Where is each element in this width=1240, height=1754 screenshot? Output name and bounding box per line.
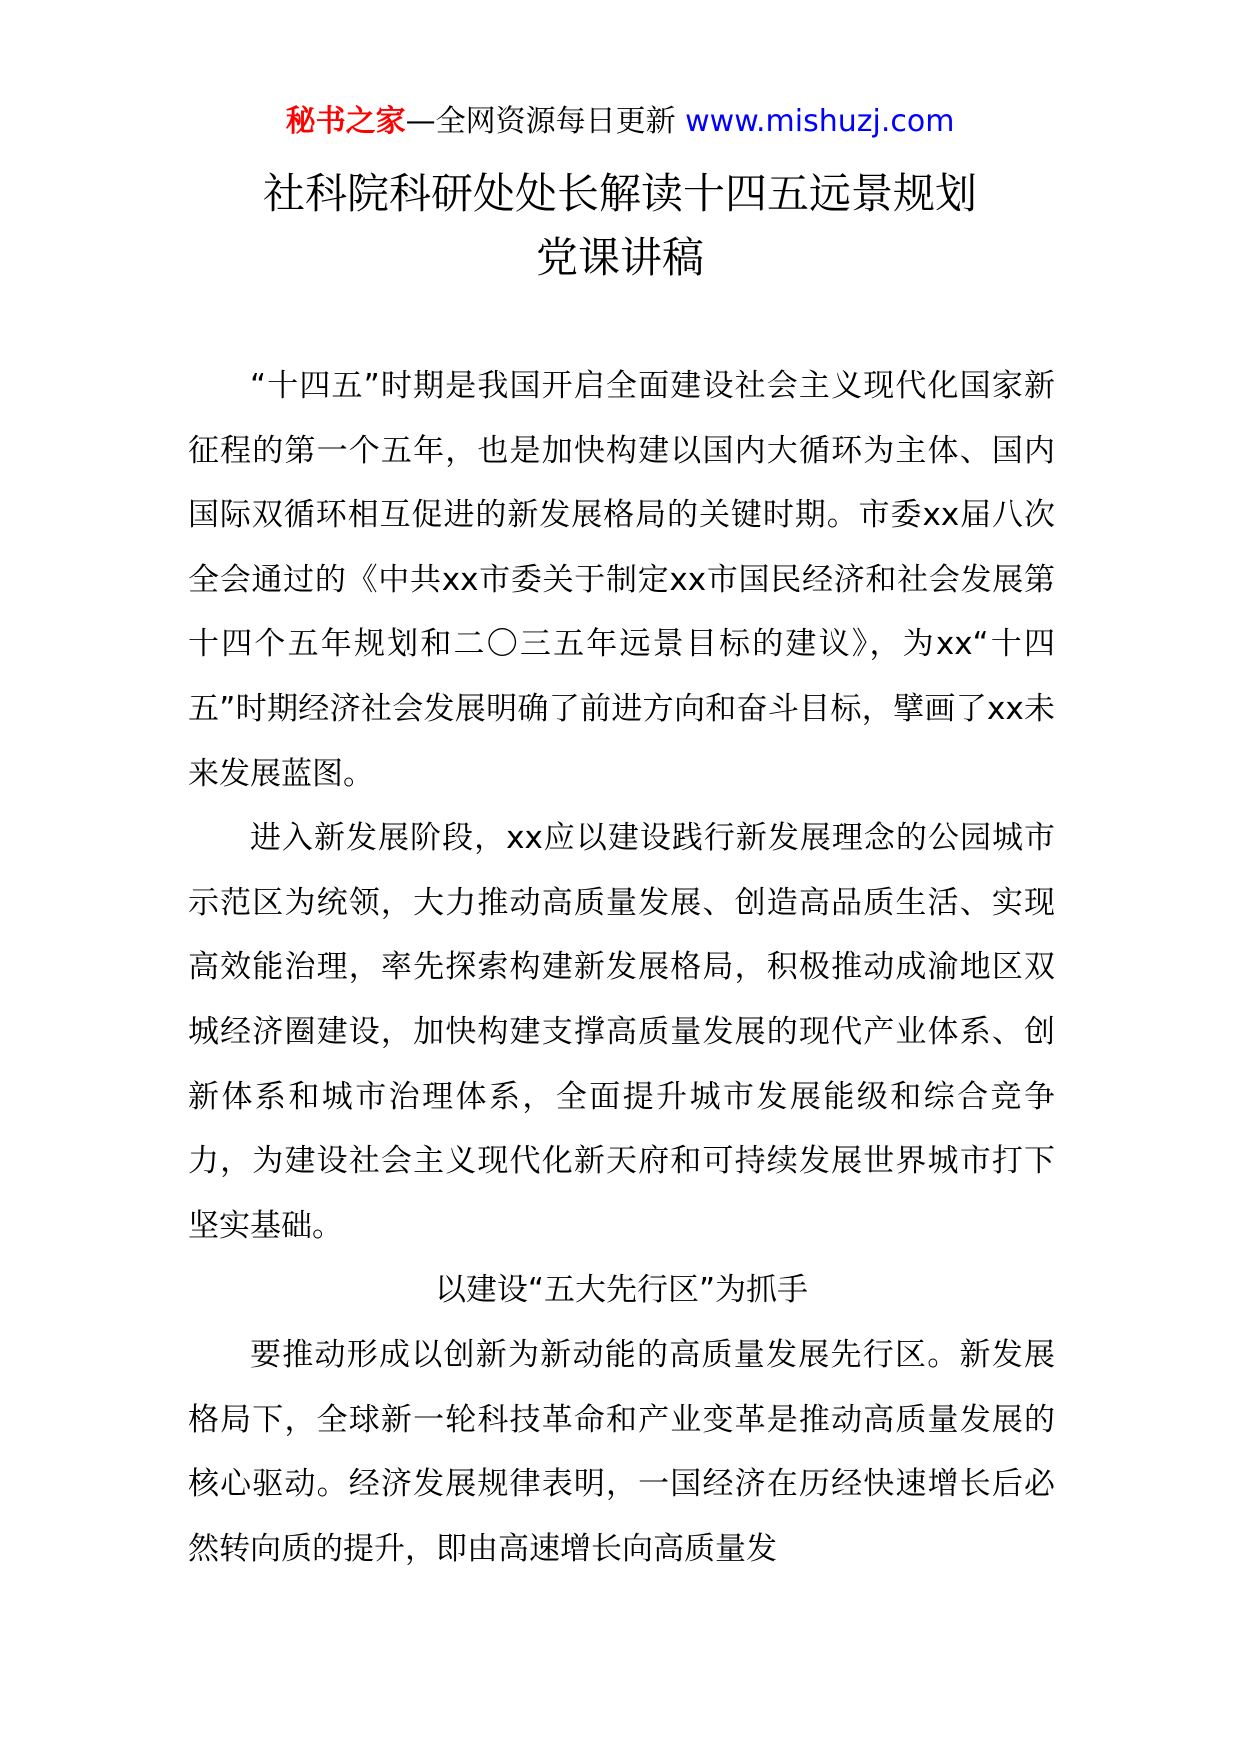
header-tagline: —全网资源每日更新	[405, 104, 686, 139]
document-body	[188, 354, 1055, 1581]
section-heading: 以建设“五大先行区”为抓手	[434, 1272, 809, 1309]
site-header	[0, 100, 1240, 144]
document-title	[0, 162, 1240, 290]
title-line-1: 社科院科研处处长解读十四五远景规划	[262, 169, 977, 218]
site-url-link[interactable]: www.mishuzj.com	[685, 104, 955, 139]
brand-name: 秘书之家	[285, 104, 406, 139]
paragraph-2: 进入新发展阶段，xx应以建设践行新发展理念的公园城市示范区为统领，大力推动高质量发展、创造高品质生活、实现高效能治理，率先探索构建新发展格局，积极推动成渝地区双城经济圈建设，加快构建支撑高质量发展的现代产业体系、创新体系和城市治理体系，全面提升城市发展能级和综合竞争力，为建设社会主义现代化新天府和可持续发展世界城市打下坚实基础。	[188, 820, 1055, 1244]
paragraph-3: 要推动形成以创新为新动能的高质量发展先行区。新发展格局下，全球新一轮科技革命和产业变革是推动高质量发展的核心驱动。经济发展规律表明，一国经济在历经快速增长后必然转向质的提升，即由高速增长向高质量发	[188, 1336, 1055, 1567]
paragraph-1: “十四五”时期是我国开启全面建设社会主义现代化国家新征程的第一个五年，也是加快构建以国内大循环为主体、国内国际双循环相互促进的新发展格局的关键时期。市委xx届八次全会通过的《中共xx市委关于制定xx市国民经济和社会发展第十四个五年规划和二〇三五年远景目标的建议》，为xx“十四五”时期经济社会发展明确了前进方向和奋斗目标，擘画了xx未来发展蓝图。	[188, 368, 1055, 792]
title-line-2: 党课讲稿	[535, 233, 704, 282]
